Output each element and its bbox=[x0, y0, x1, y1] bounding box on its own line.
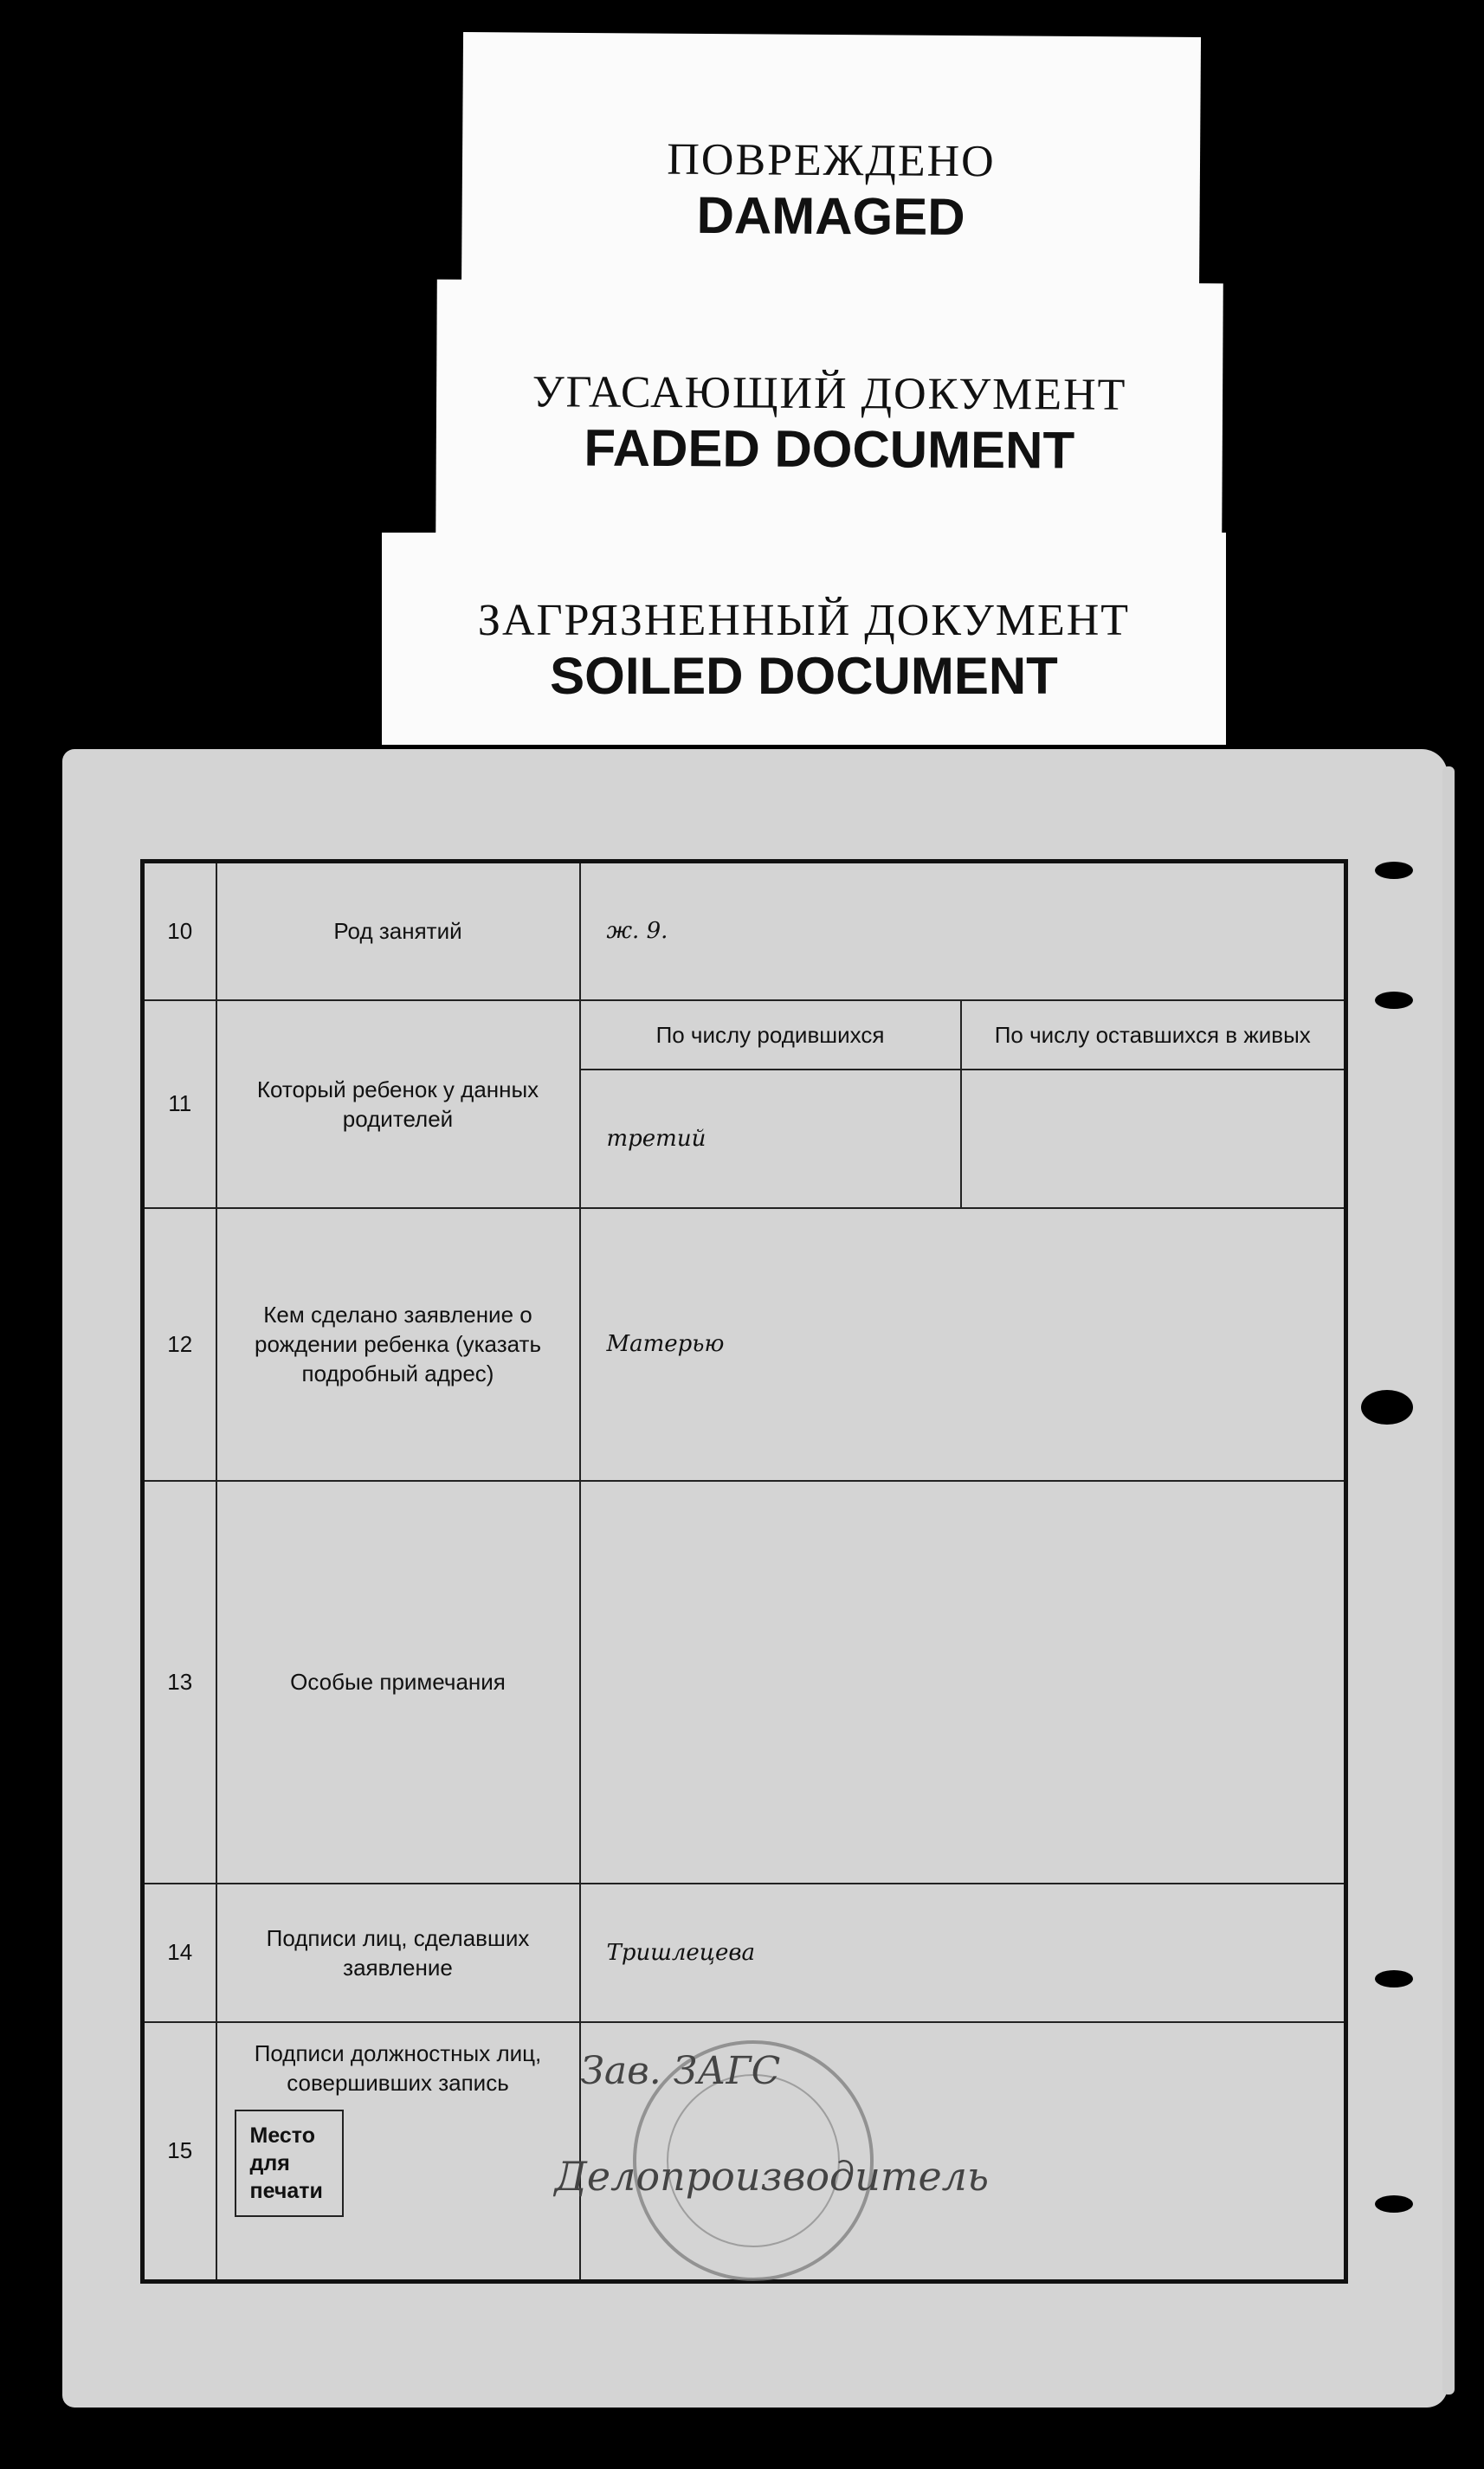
row-special-notes bbox=[143, 1481, 1346, 1884]
handwritten-declarant: Матерью bbox=[580, 1208, 1346, 1481]
stamp-placeholder-box: Место для печати bbox=[235, 2110, 344, 2217]
birth-record-form bbox=[140, 859, 1348, 2284]
special-notes-value bbox=[580, 1481, 1346, 1884]
damaged-label-ru: ПОВРЕЖДЕНО bbox=[667, 134, 996, 187]
sub-header-born: По числу родившихся bbox=[580, 1000, 961, 1070]
registrar-signature: Зав. ЗАГС bbox=[580, 2048, 781, 2093]
sub-header-living: По числу оставшихся в живых bbox=[961, 1000, 1346, 1070]
row-number: 12 bbox=[143, 1208, 216, 1481]
row-label: Кем сделано заявление о рождении ребенка (указать подробный адрес) bbox=[216, 1208, 580, 1481]
row-label: Который ребенок у данных родителей bbox=[216, 1000, 580, 1208]
row-number: 13 bbox=[143, 1481, 216, 1884]
row-declarant-signatures bbox=[143, 1884, 1346, 2022]
torn-edge-mark bbox=[1375, 992, 1413, 1009]
torn-edge-mark bbox=[1361, 1390, 1413, 1425]
official-signature-area bbox=[554, 2022, 1346, 2282]
row-declarant bbox=[143, 1208, 1346, 1481]
soiled-document-label bbox=[382, 533, 1226, 745]
row-number: 15 bbox=[143, 2022, 216, 2282]
damaged-label-en: DAMAGED bbox=[696, 185, 965, 247]
row-official-signatures bbox=[143, 2022, 1346, 2282]
row-label: Особые примечания bbox=[216, 1481, 580, 1884]
soiled-label-en: SOILED DOCUMENT bbox=[550, 647, 1058, 705]
clerk-signature: Делопроизводитель bbox=[554, 2152, 990, 2200]
faded-document-label bbox=[436, 280, 1223, 544]
handwritten-occupation: ж. 9. bbox=[580, 862, 1346, 1000]
damaged-label bbox=[461, 32, 1201, 297]
row-number: 10 bbox=[143, 862, 216, 1000]
record-card bbox=[62, 749, 1448, 2408]
faded-label-ru: УГАСАЮЩИЙ ДОКУМЕНТ bbox=[532, 367, 1127, 420]
torn-edge-mark bbox=[1375, 862, 1413, 879]
row-label: Род занятий bbox=[216, 862, 580, 1000]
row-number: 11 bbox=[143, 1000, 216, 1208]
torn-edge-mark bbox=[1375, 1970, 1413, 1987]
row-label: Подписи лиц, сделавших заявление bbox=[216, 1884, 580, 2022]
official-signatures-cell bbox=[216, 2022, 580, 2282]
handwritten-child-order: третий bbox=[580, 1070, 961, 1208]
torn-edge-mark bbox=[1375, 2195, 1413, 2213]
row-number: 14 bbox=[143, 1884, 216, 2022]
row-label: Подписи должностных лиц, совершивших запись bbox=[254, 2039, 542, 2096]
soiled-label-ru: ЗАГРЯЗНЕННЫЙ ДОКУМЕНТ bbox=[477, 596, 1131, 645]
row-occupation bbox=[143, 862, 1346, 1000]
child-order-living-value bbox=[961, 1070, 1346, 1208]
faded-label-en: FADED DOCUMENT bbox=[584, 418, 1075, 480]
row-child-order-head bbox=[143, 1000, 1346, 1070]
handwritten-signature: Тришлецева bbox=[580, 1884, 1346, 2022]
